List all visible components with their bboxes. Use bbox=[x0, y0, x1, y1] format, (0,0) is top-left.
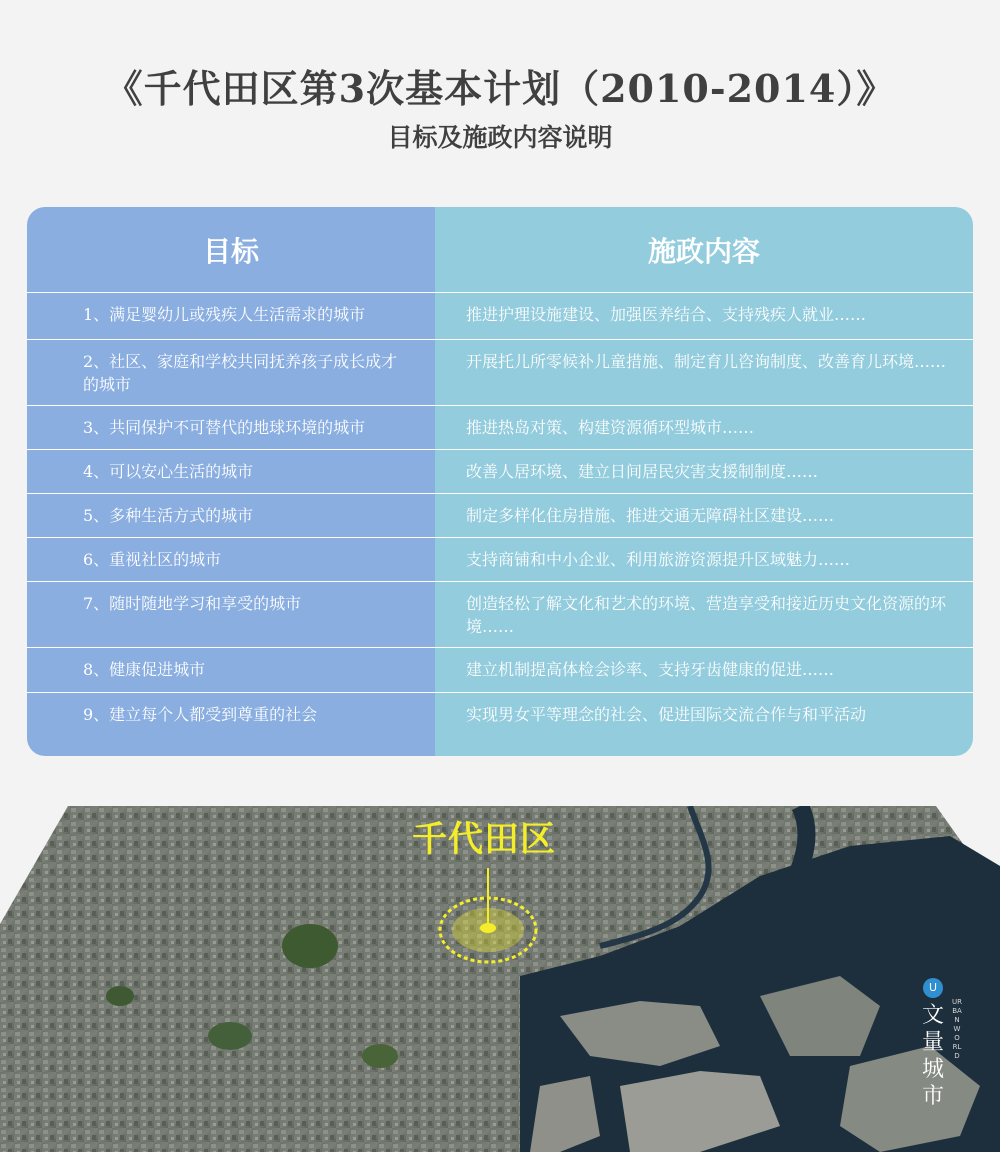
policy-column-header: 施政内容 bbox=[647, 234, 760, 268]
goal-cell: 8、健康促进城市 bbox=[83, 660, 206, 679]
table-row bbox=[27, 648, 973, 693]
policy-cell: 推进热岛对策、构建资源循环型城市…… bbox=[466, 418, 755, 437]
watermark-english: URBANWORLD bbox=[952, 998, 962, 1060]
table-row bbox=[27, 538, 973, 582]
table-row bbox=[27, 494, 973, 538]
page-title: 《千代田区第3次基本计划（2010-2014）》 bbox=[104, 66, 896, 111]
table-row bbox=[27, 693, 973, 756]
goal-cell: 9、建立每个人都受到尊重的社会 bbox=[83, 705, 318, 724]
policy-cell: 建立机制提高体检会诊率、支持牙齿健康的促进…… bbox=[466, 660, 835, 679]
table-row bbox=[27, 340, 973, 406]
table-row bbox=[27, 582, 973, 648]
watermark-char: 量 bbox=[921, 1030, 944, 1055]
policy-cell: 改善人居环境、建立日间居民灾害支援制制度…… bbox=[466, 462, 819, 481]
goal-column-header: 目标 bbox=[202, 234, 259, 268]
watermark-char: 城 bbox=[921, 1057, 944, 1082]
policy-cell: 制定多样化住房措施、推进交通无障碍社区建设…… bbox=[466, 506, 835, 525]
policy-cell: 推进护理设施建设、加强医养结合、支持残疾人就业…… bbox=[466, 305, 867, 324]
policy-cell: 创造轻松了解文化和艺术的环境、营造享受和接近历史文化资源的环境…… bbox=[466, 594, 947, 636]
page-subtitle: 目标及施政内容说明 bbox=[387, 123, 613, 152]
table-row bbox=[27, 406, 973, 450]
table-row bbox=[27, 450, 973, 494]
goal-cell: 4、可以安心生活的城市 bbox=[83, 462, 254, 481]
goal-cell: 7、随时随地学习和享受的城市 bbox=[83, 594, 302, 613]
goal-cell: 2、社区、家庭和学校共同抚养孩子成长成才的城市 bbox=[83, 352, 398, 394]
map-district-label: 千代田区 bbox=[412, 820, 557, 860]
table-header-row bbox=[27, 207, 973, 293]
goal-cell: 6、重视社区的城市 bbox=[83, 550, 222, 569]
goal-cell: 1、满足婴幼儿或残疾人生活需求的城市 bbox=[83, 305, 366, 324]
watermark bbox=[916, 978, 950, 1110]
policy-cell: 支持商铺和中小企业、利用旅游资源提升区域魅力…… bbox=[466, 550, 851, 569]
goal-cell: 5、多种生活方式的城市 bbox=[83, 506, 254, 525]
policy-table bbox=[27, 207, 973, 756]
table-row bbox=[27, 293, 973, 340]
watermark-logo-icon: U bbox=[923, 978, 943, 998]
policy-cell: 实现男女平等理念的社会、促进国际交流合作与和平活动 bbox=[466, 705, 867, 724]
watermark-char: 文 bbox=[921, 1003, 944, 1028]
watermark-char: 市 bbox=[921, 1084, 944, 1109]
goal-cell: 3、共同保护不可替代的地球环境的城市 bbox=[83, 418, 366, 437]
policy-cell: 开展托儿所零候补儿童措施、制定育儿咨询制度、改善育儿环境…… bbox=[466, 352, 947, 371]
